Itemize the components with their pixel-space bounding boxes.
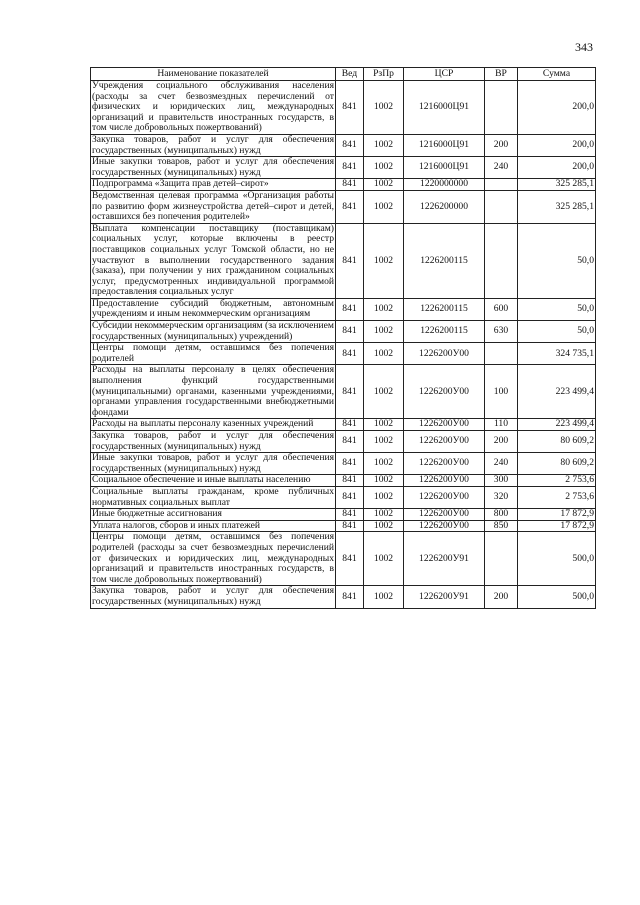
row-vr: 110 xyxy=(485,419,518,431)
row-ved: 841 xyxy=(336,343,364,365)
row-name: Иные закупки товаров, работ и услуг для обеспечения государственных (муниципальных) нужд xyxy=(92,452,334,474)
row-sum: 200,0 xyxy=(518,81,596,135)
row-csr: 1226200У00 xyxy=(404,431,485,453)
row-ved: 841 xyxy=(336,179,364,191)
table-header-row xyxy=(91,68,596,81)
row-sum: 17 872,9 xyxy=(518,520,596,532)
table-row xyxy=(91,431,596,453)
row-ved: 841 xyxy=(336,321,364,343)
row-csr: 1226200У91 xyxy=(404,586,485,608)
row-sum: 80 609,2 xyxy=(518,453,596,475)
row-vr xyxy=(485,190,518,223)
row-csr: 1226200115 xyxy=(404,321,485,343)
row-rzpr: 1002 xyxy=(364,223,404,298)
row-vr: 240 xyxy=(485,157,518,179)
row-ved: 841 xyxy=(336,453,364,475)
table-row xyxy=(91,453,596,475)
table-row xyxy=(91,509,596,521)
row-name: Центры помощи детям, оставшимся без попечения родителей (расходы за счет безвозмездных перечислений от физических и юридических лиц, международных организаций и правительств иностранных государств, в том числе добровольных пожертвований) xyxy=(92,531,334,585)
row-csr: 1226200У91 xyxy=(404,532,485,586)
header-csr: ЦСР xyxy=(404,68,485,81)
row-csr: 1216000Ц91 xyxy=(404,157,485,179)
row-ved: 841 xyxy=(336,298,364,320)
row-csr: 1226200115 xyxy=(404,298,485,320)
row-name: Центры помощи детям, оставшимся без попечения родителей xyxy=(92,342,334,364)
row-sum: 500,0 xyxy=(518,532,596,586)
row-name: Выплата компенсации поставщику (поставщикам) социальных услуг, которые включены в реестр поставщиков социальных услуг Томской области, но не участвуют в выполнении государственного задания (заказа), при получении у них гражданином социальных услуг, предусмотренных индивидуальной программой предоставления социальных услуг xyxy=(92,222,334,298)
row-sum: 50,0 xyxy=(518,223,596,298)
row-vr: 850 xyxy=(485,520,518,532)
row-sum: 324 735,1 xyxy=(518,343,596,365)
row-csr: 1226200115 xyxy=(404,223,485,298)
row-ved: 841 xyxy=(336,223,364,298)
row-sum: 325 285,1 xyxy=(518,190,596,223)
table-row xyxy=(91,321,596,343)
row-rzpr: 1002 xyxy=(364,475,404,487)
row-sum: 500,0 xyxy=(518,586,596,608)
row-rzpr: 1002 xyxy=(364,431,404,453)
row-ved: 841 xyxy=(336,475,364,487)
row-ved: 841 xyxy=(336,586,364,608)
row-sum: 17 872,9 xyxy=(518,509,596,521)
row-name: Закупка товаров, работ и услуг для обеспечения государственных (муниципальных) нужд xyxy=(92,133,334,156)
table-row xyxy=(91,419,596,431)
row-rzpr: 1002 xyxy=(364,157,404,179)
row-csr: 1226200У00 xyxy=(404,343,485,365)
row-csr: 1226200У00 xyxy=(404,475,485,487)
row-ved: 841 xyxy=(336,190,364,223)
row-vr: 320 xyxy=(485,486,518,508)
row-rzpr: 1002 xyxy=(364,298,404,320)
table-row xyxy=(91,190,596,223)
row-rzpr: 1002 xyxy=(364,365,404,419)
table-row xyxy=(91,486,596,508)
row-csr: 1226200У00 xyxy=(404,509,485,521)
table-row xyxy=(91,365,596,419)
row-rzpr: 1002 xyxy=(364,134,404,156)
table-row xyxy=(91,475,596,487)
row-name: Закупка товаров, работ и услуг для обеспечения государственных (муниципальных) нужд xyxy=(92,585,334,607)
row-rzpr: 1002 xyxy=(364,179,404,191)
row-csr: 1226200У00 xyxy=(404,520,485,532)
row-vr xyxy=(485,179,518,191)
table-row xyxy=(91,81,596,135)
row-csr: 1226200У00 xyxy=(404,486,485,508)
row-name: Ведомственная целевая программа «Организация работы по развитию форм жизнеустройства детей–сирот и детей, оставшихся без попечения родителей» xyxy=(92,189,334,223)
row-csr: 1220000000 xyxy=(404,179,485,191)
row-sum: 200,0 xyxy=(518,157,596,179)
table-row xyxy=(91,343,596,365)
row-vr xyxy=(485,532,518,586)
header-vr: ВР xyxy=(485,68,518,81)
row-vr: 100 xyxy=(485,365,518,419)
row-vr: 200 xyxy=(485,431,518,453)
row-name: Социальное обеспечение и иные выплаты населению xyxy=(91,475,336,487)
table-row xyxy=(91,586,596,608)
header-sum: Сумма xyxy=(518,68,596,81)
row-rzpr: 1002 xyxy=(364,419,404,431)
row-ved: 841 xyxy=(336,520,364,532)
row-name: Учреждения социального обслуживания населения (расходы за счет безвозмездных перечислений от физических и юридических лиц, международных организаций и правительств иностранных государств, в том числе добровольных пожертвований) xyxy=(92,80,334,134)
header-name: Наименование показателей xyxy=(91,68,336,81)
table-row xyxy=(91,157,596,179)
row-name: Уплата налогов, сборов и иных платежей xyxy=(91,520,336,532)
row-vr xyxy=(485,343,518,365)
table-row xyxy=(91,134,596,156)
row-rzpr: 1002 xyxy=(364,532,404,586)
row-ved: 841 xyxy=(336,81,364,135)
table-row xyxy=(91,520,596,532)
row-name: Закупка товаров, работ и услуг для обеспечения государственных (муниципальных) нужд xyxy=(92,430,334,452)
row-csr: 1216000Ц91 xyxy=(404,81,485,135)
row-rzpr: 1002 xyxy=(364,509,404,521)
row-rzpr: 1002 xyxy=(364,81,404,135)
table-row xyxy=(91,179,596,191)
row-vr: 200 xyxy=(485,134,518,156)
row-rzpr: 1002 xyxy=(364,321,404,343)
row-vr: 300 xyxy=(485,475,518,487)
row-rzpr: 1002 xyxy=(364,343,404,365)
header-rzpr: РзПр xyxy=(364,68,404,81)
row-ved: 841 xyxy=(336,431,364,453)
row-csr: 1216000Ц91 xyxy=(404,134,485,156)
row-sum: 200,0 xyxy=(518,134,596,156)
row-name: Расходы на выплаты персоналу казенных учреждений xyxy=(91,419,336,431)
row-rzpr: 1002 xyxy=(364,190,404,223)
row-vr: 600 xyxy=(485,298,518,320)
row-name: Субсидии некоммерческим организациям (за исключением государственных (муниципальных) учреждений) xyxy=(92,320,334,342)
row-vr: 200 xyxy=(485,586,518,608)
row-sum: 50,0 xyxy=(518,298,596,320)
row-sum: 223 499,4 xyxy=(518,419,596,431)
row-ved: 841 xyxy=(336,365,364,419)
row-name: Иные закупки товаров, работ и услуг для обеспечения государственных (муниципальных) нужд xyxy=(92,156,334,178)
row-sum: 223 499,4 xyxy=(518,365,596,419)
row-csr: 1226200У00 xyxy=(404,453,485,475)
row-ved: 841 xyxy=(336,134,364,156)
table-row xyxy=(91,532,596,586)
row-rzpr: 1002 xyxy=(364,586,404,608)
budget-table xyxy=(90,67,596,609)
row-name: Предоставление субсидий бюджетным, автономным учреждениям и иным некоммерческим организациям xyxy=(92,297,334,320)
row-rzpr: 1002 xyxy=(364,453,404,475)
row-rzpr: 1002 xyxy=(364,520,404,532)
row-ved: 841 xyxy=(336,157,364,179)
row-sum: 80 609,2 xyxy=(518,431,596,453)
row-vr: 630 xyxy=(485,321,518,343)
row-csr: 1226200У00 xyxy=(404,365,485,419)
table-row xyxy=(91,298,596,320)
row-ved: 841 xyxy=(336,419,364,431)
row-vr xyxy=(485,81,518,135)
row-ved: 841 xyxy=(336,509,364,521)
row-csr: 1226200У00 xyxy=(404,419,485,431)
row-rzpr: 1002 xyxy=(364,486,404,508)
row-ved: 841 xyxy=(336,486,364,508)
row-sum: 2 753,6 xyxy=(518,486,596,508)
row-vr: 800 xyxy=(485,509,518,521)
row-name: Иные бюджетные ассигнования xyxy=(91,509,336,521)
row-name: Расходы на выплаты персоналу в целях обеспечения выполнения функций государственными (муниципальными) органами, казенными учреждениями, органами управления государственными внебюджетными фондами xyxy=(92,364,334,418)
row-sum: 50,0 xyxy=(518,321,596,343)
row-sum: 2 753,6 xyxy=(518,475,596,487)
table-row xyxy=(91,223,596,298)
row-vr xyxy=(485,223,518,298)
row-name: Подпрограмма «Защита прав детей–сирот» xyxy=(91,179,336,191)
row-ved: 841 xyxy=(336,532,364,586)
row-sum: 325 285,1 xyxy=(518,179,596,191)
row-csr: 1226200000 xyxy=(404,190,485,223)
row-name: Социальные выплаты гражданам, кроме публичных нормативных социальных выплат xyxy=(92,485,334,508)
row-vr: 240 xyxy=(485,453,518,475)
page-number: 343 xyxy=(575,40,593,54)
header-ved: Вед xyxy=(336,68,364,81)
